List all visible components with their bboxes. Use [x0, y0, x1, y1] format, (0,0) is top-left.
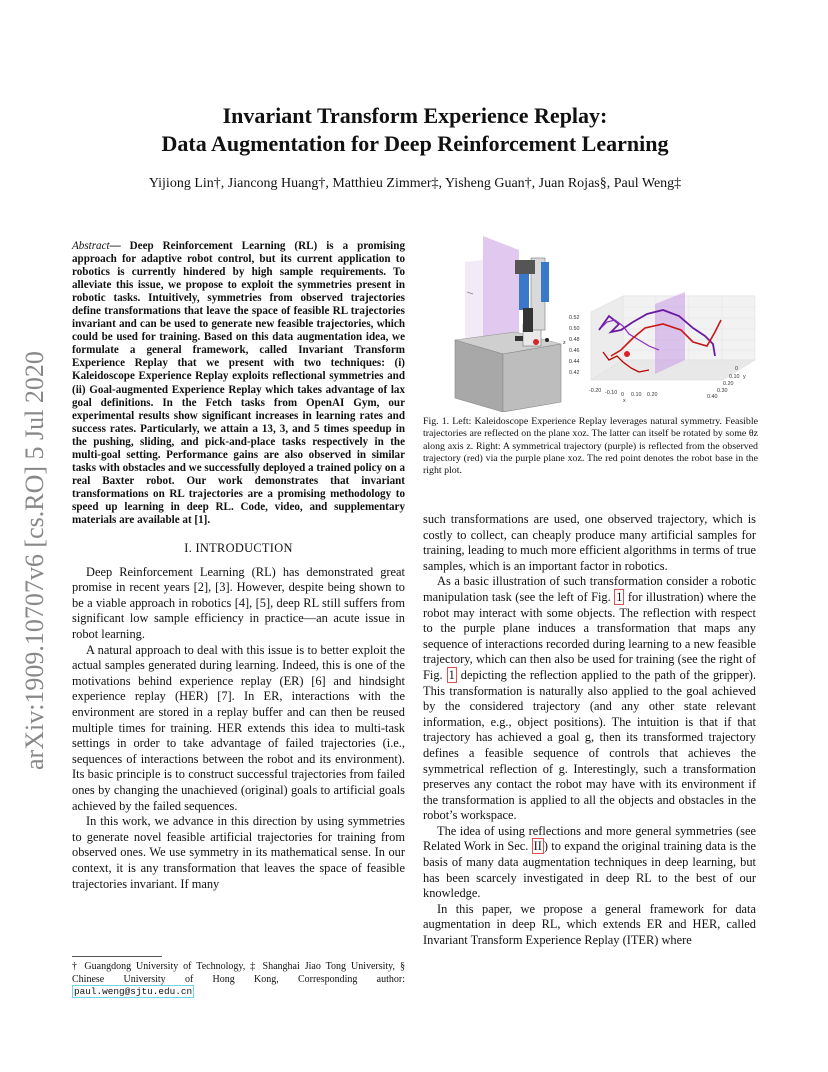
y-tick-2: 0.10 — [729, 374, 740, 380]
y-tick-5: 0.40 — [707, 394, 718, 400]
figure-1-caption: Fig. 1. Left: Kaleidoscope Experience Replay leverages natural symmetry. Feasible trajectories are reflected on the plane xoz. The latter can itself be rotated by some θz along axis z. Right: A symmetrical trajectory (purple) is reflected from the observed trajectory (red) via the purple plane xoz. The red point denotes the robot base in the right plot. — [423, 416, 758, 477]
object-block — [515, 336, 523, 341]
paper-title — [90, 102, 740, 158]
fig-1-link-b[interactable]: 1 — [448, 667, 455, 682]
x-tick-1: -0.20 — [589, 388, 602, 394]
robot-base-point — [624, 351, 630, 357]
robot-illustration — [455, 236, 561, 412]
table-side — [503, 344, 561, 412]
x-tick-3: 0 — [621, 392, 624, 398]
reflection-plane-right — [655, 292, 685, 374]
y-axis-label: y — [743, 374, 746, 380]
right-p2-part-a: The idea of using reflections and more general symmetries (see Related Work in Sec. — [423, 823, 756, 854]
author-email-link[interactable]: paul.weng@sjtu.edu.cn — [74, 986, 193, 997]
right-p1-part-b: for illustration) where the robot may interact with some objects. The reflection with respect to the purple plane induces a transformation that maps any sequence of interactions recorded during learning to a new feasible trajectory, which can then also be used for training (see the right of Fig. — [423, 589, 756, 682]
abstract — [72, 240, 405, 527]
right-paragraph-1 — [423, 574, 756, 824]
figure-1-graphic — [423, 232, 758, 412]
z-tick-1: 0.52 — [569, 315, 580, 321]
z-tick-6: 0.42 — [569, 370, 580, 376]
author-list: Yijiong Lin†, Jiancong Huang†, Matthieu Zimmer‡, Yisheng Guan†, Juan Rojas§, Paul Weng‡ — [148, 176, 682, 191]
affiliation-footnote — [72, 961, 405, 999]
right-p1-part-a: As a basic illustration of such transformation consider a robotic manipulation task (see the left of Fig. — [423, 574, 756, 604]
y-tick-1: 0 — [735, 366, 738, 372]
arxiv-id-text: arXiv:1909.10707v6 [cs.RO] 5 Jul 2020 — [20, 351, 49, 770]
abstract-text: — Deep Reinforcement Learning (RL) is a promising approach for adaptive robot control, but its current application to robotics is currently hindered by high sample requirements. To alleviate this issue, we propose to exploit the symmetries present in robotic tasks. Intuitively, symmetries from observed trajectories define transformations that leave the space of feasible RL trajectories invariant and can be used to generate new feasible trajectories, which could be used for training. Based on this data augmentation idea, we formulate a general framework, called Invariant Transform Experience Replay that we present with two techniques: (i) Kaleidoscope Experience Replay exploits reflectional symmetries and (ii) Goal-augmented Experience Replay which takes advantage of lax goal definitions. In the Fetch tasks from OpenAI Gym, our experimental results show significant increases in learning rates and success rates. Particularly, we attain a 13, 3, and 5 times speedup in the pushing, sliding, and pick-and-place tasks respectively in the multi-goal setting. Performance gains are also observed in similar tasks with obstacles and we successfully deployed a trained policy on a real Baxter robot. Our work demonstrates that invariant transformations on RL trajectories are a promising methodology to speed up learning in deep RL. Code, video, and supplementary materials are available at [1]. — [72, 240, 405, 526]
right-paragraph-3: In this paper, we propose a general framework for data augmentation in deep RL, which extends ER and HER, called Invariant Transform Experience Replay (ITER) where — [423, 901, 756, 948]
z-tick-5: 0.44 — [569, 359, 580, 365]
right-p1-part-c: depicting the reflection applied to the path of the gripper). This transformation is naturally also applied to the goal achieved by the considered trajectory (and any other state relevant information, e.g., object positions). The intuition is that if that trajectory has achieved a goal g, then its transformed trajectory defines a feasible sequence of controls that achieves the symmetrical reflection of g. Interestingly, such a transformation preserves any contact the robot may have with its environment if the transformation is applied to all the objects and obstacles in the robot’s workspace. — [423, 667, 756, 823]
footnote-rule — [72, 956, 162, 957]
x-tick-5: 0.20 — [647, 392, 658, 398]
intro-paragraph-2: A natural approach to deal with this issue is to better exploit the actual samples generated during learning. Indeed, this is one of the motivations behind experience replay (ER) [6] and hindsight experience replay (HER) [7]. In ER, interactions with the environment are stored in a replay buffer and can then be reused multiple times for training. HER extends this idea to multi-task settings in order to take advantage of failed trajectories (i.e., sequences of interactions between the robot and its environment). Its basic principle is to construct successful trajectories from failed ones by changing the unachieved (original) goals to artificial goals achieved by the failed sequences. — [72, 642, 405, 813]
title-line-1: Invariant Transform Experience Replay: — [222, 103, 608, 128]
title-line-2: Data Augmentation for Deep Reinforcement Learning — [161, 131, 669, 156]
arxiv-identifier-stamp — [14, 300, 52, 770]
intro-paragraph-1: Deep Reinforcement Learning (RL) has demonstrated great promise in recent years [2], [3]. However, despite being shown to be a viable approach in robotics [4], [5], deep RL still suffers from significant low sample efficiency in practice—an acute issue in robot learning. — [72, 564, 405, 641]
right-paragraph-2 — [423, 824, 756, 902]
intro-paragraph-3: In this work, we advance in this direction by using symmetries to generate novel feasible artificial trajectories for training from observed ones. We use symmetry in its mathematical sense. In our context, it is any transformation that leaves the space of feasible trajectories invariant. If many — [72, 814, 405, 891]
z-axis-label: z — [563, 340, 566, 346]
left-column — [72, 240, 405, 892]
z-tick-4: 0.46 — [569, 348, 580, 354]
x-axis-label: x — [623, 398, 626, 404]
z-tick-2: 0.50 — [569, 326, 580, 332]
y-tick-3: 0.20 — [723, 381, 734, 387]
fig-1-link-a[interactable]: 1 — [616, 589, 623, 604]
x-tick-4: 0.10 — [631, 392, 642, 398]
x-axis-ticks — [589, 388, 658, 404]
right-paragraph-0: such transformations are used, one observed trajectory, which is costly to collect, can cheaply produce many artificial samples for training, leading to much more efficient algorithms in terms of true samples, which is an important factor in robotics. — [423, 512, 756, 573]
button-red — [533, 339, 539, 345]
figure-1 — [423, 232, 758, 412]
z-tick-3: 0.48 — [569, 337, 580, 343]
footnote-text: † Guangdong University of Technology, ‡ Shanghai Jiao Tong University, § Chinese University of Hong Kong, Corresponding author: — [72, 961, 405, 985]
section-2-link[interactable]: II — [533, 839, 542, 854]
y-tick-4: 0.30 — [717, 388, 728, 394]
section-heading-introduction: I. INTRODUCTION — [184, 541, 293, 556]
trajectory-3d-plot — [563, 292, 755, 404]
x-tick-2: -0.10 — [605, 390, 618, 396]
right-column — [423, 512, 756, 949]
abstract-lead: Abstract — [72, 240, 110, 252]
right-p2-part-b: ) to expand the original training data is the basis of many data augmentation techniques in deep learning, but has been scarcely investigated in deep RL to the best of our knowledge. — [423, 839, 756, 901]
z-axis-ticks — [563, 315, 580, 376]
